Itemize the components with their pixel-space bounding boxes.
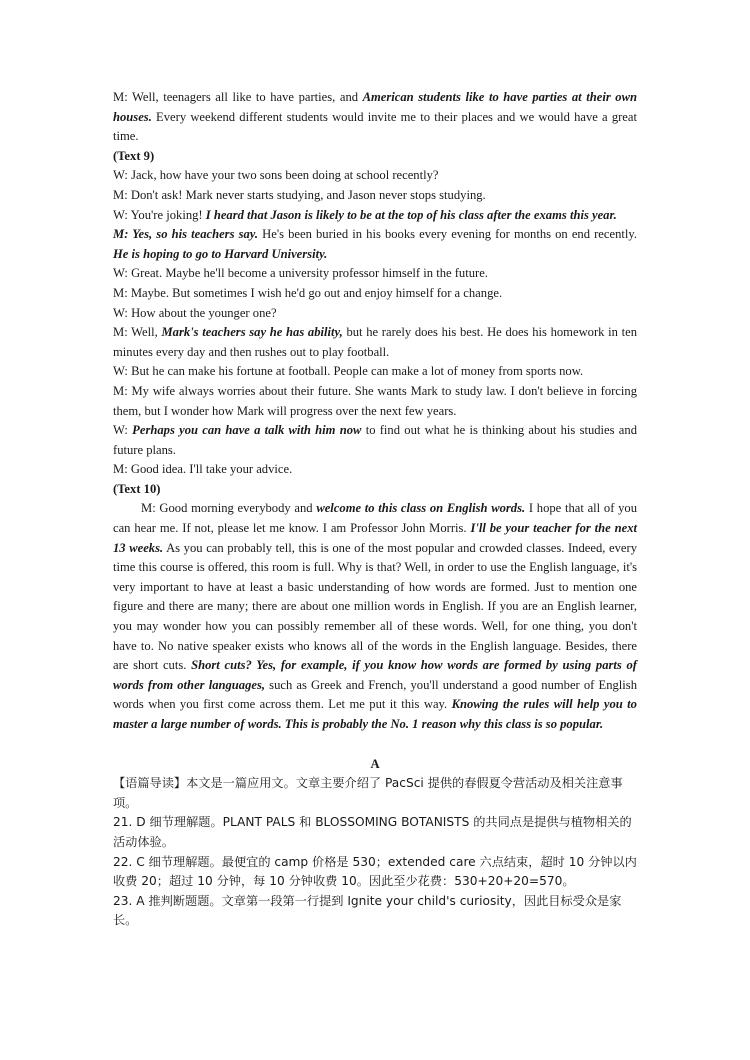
highlight: I'll be your teacher for the next 13 weeks. <box>113 521 637 555</box>
highlight: Perhaps you can have a talk with him now <box>132 423 362 438</box>
highlight: Mark's teachers say he has ability, <box>161 325 343 340</box>
highlight: Knowing the rules will help you to master a large number of words. This is probably the No. 1 reason why this class is so popular. <box>113 697 637 731</box>
dialogue-line: M: Good idea. I'll take your advice. <box>113 462 293 477</box>
dialogue-line: W: Jack, how have your two sons been doing at school recently? <box>113 168 439 183</box>
spacer <box>113 735 637 755</box>
highlight: He is hoping to go to Harvard University. <box>113 246 328 261</box>
dialogue-line: W: How about the younger one? <box>113 305 277 320</box>
answer-22: 22. C 细节理解题。最便宜的 camp 价格是 530；extended care 六点结束，超时 10 分钟以内收费 20；超过 10 分钟，每 10 分钟收费 10。因此至少花费：530+20+20=570。 <box>113 854 637 889</box>
highlight: welcome to this class on English words. <box>316 501 526 516</box>
highlight: M: Yes, so his teachers say. <box>113 227 259 242</box>
text10-paragraph: M: Good morning everybody and welcome to this class on English words. I hope that all of you can hear me. If not, please let me know. I am Professor John Morris. I'll be your teacher for the next 13 weeks. As you can probably tell, this is one of the most popular and crowded classes. Indeed, every time this course is offered, this room is full. Why is that? Well, in order to use the English language, it's very important to have at least a basic understanding of how words are formed. Just to mention one figure and there are many; there are about one million words in English. If you are an English learner, you may wonder how you can possibly remember all of these words. Well, for one thing, you don't have to. No native speaker exists who knows all of the words in the English language. Besides, there are short cuts. Short cuts? Yes, for example, if you know how words are formed by using parts of words from other languages, such as Greek and French, you'll understand a good number of English words when you first come across them. Let me put it this way. Knowing the rules will help you to master a large number of words. This is probably the No. 1 reason why this class is so popular. <box>113 501 637 731</box>
highlight: American students like to have parties at their own houses. <box>113 90 637 124</box>
dialogue-line: W: Perhaps you can have a talk with him now to find out what he is thinking about his studies and future plans. <box>113 423 637 457</box>
text10-heading: (Text 10) <box>113 481 161 496</box>
section-a-heading: A <box>370 756 380 771</box>
dialogue-line: M: Don't ask! Mark never starts studying, and Jason never stops studying. <box>113 187 486 202</box>
document-page <box>113 88 637 931</box>
dialogue-line: M: My wife always worries about their future. She wants Mark to study law. I don't believe in forcing them, but I wonder how Mark will progress over the next few years. <box>113 383 637 418</box>
text8-closing-line: M: Well, teenagers all like to have parties, and American students like to have parties at their own houses. Every weekend different students would invite me to their places and we would have a great time. <box>113 90 637 144</box>
dialogue-line: M: Yes, so his teachers say. He's been buried in his books every evening for months on end recently. He is hoping to go to Harvard University. <box>113 227 637 261</box>
answer-23: 23. A 推判断题题。文章第一段第一行提到 Ignite your child's curiosity，因此目标受众是家长。 <box>113 893 622 928</box>
answer-21: 21. D 细节理解题。PLANT PALS 和 BLOSSOMING BOTANISTS 的共同点是提供与植物相关的活动体验。 <box>113 815 632 849</box>
highlight: Short cuts? Yes, for example, if you know how words are formed by using parts of words from other languages, <box>113 658 637 692</box>
dialogue-line: W: You're joking! I heard that Jason is likely to be at the top of his class after the exams this year. <box>113 207 617 222</box>
text9-heading: (Text 9) <box>113 148 155 163</box>
dialogue-line: M: Maybe. But sometimes I wish he'd go out and enjoy himself for a change. <box>113 285 503 300</box>
highlight: I heard that Jason is likely to be at the top of his class after the exams this year. <box>205 207 617 222</box>
dialogue-line: W: Great. Maybe he'll become a university professor himself in the future. <box>113 266 488 281</box>
dialogue-line: M: Well, Mark's teachers say he has ability, but he rarely does his best. He does his homework in ten minutes every day and then rushes out to play football. <box>113 325 637 359</box>
passage-guide: 【语篇导读】本文是一篇应用文。文章主要介绍了 PacSci 提供的春假夏令营活动及相关注意事项。 <box>113 776 623 810</box>
dialogue-line: W: But he can make his fortune at football. People can make a lot of money from sports now. <box>113 364 584 379</box>
